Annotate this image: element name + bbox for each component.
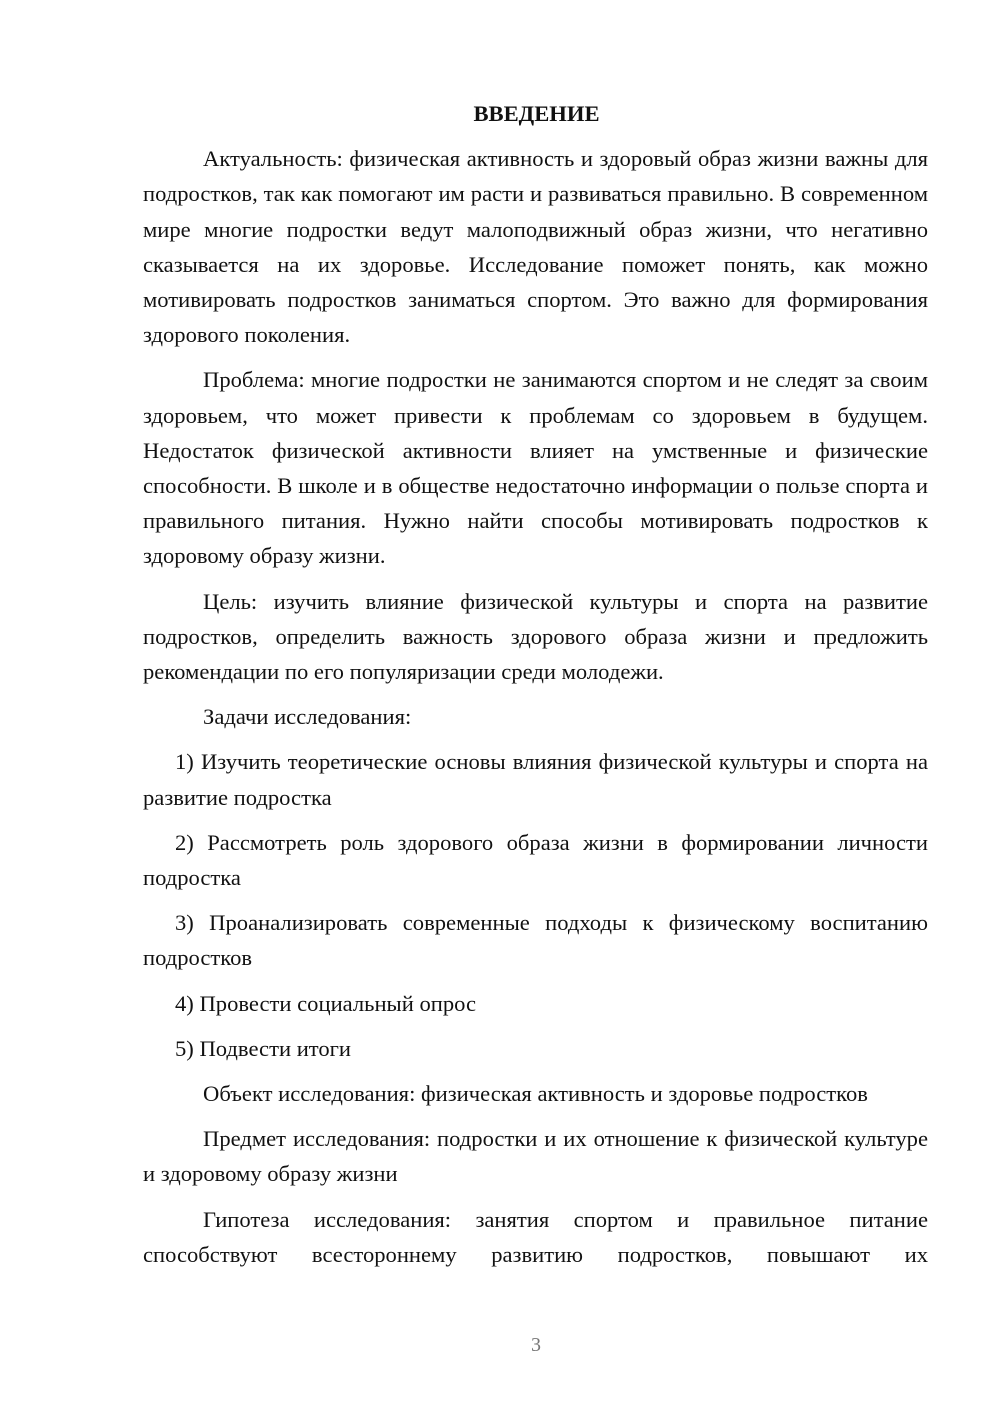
relevance-paragraph: Актуальность: физическая активность и здоровый образ жизни важны для подростков, так как помогают им расти и развиваться правильно. В современном мире многие подростки ведут малоподвижный образ жизни, что негативно сказывается на их здоровье. Исследование поможет понять, как можно мотивировать подростков заниматься спортом. Это важно для формирования здорового поколения. bbox=[143, 146, 928, 348]
object-paragraph: Объект исследования: физическая активность и здоровье подростков bbox=[203, 1081, 868, 1107]
page-number: 3 bbox=[531, 1334, 541, 1356]
hypothesis-paragraph: Гипотеза исследования: занятия спортом и правильное питание способствуют всестороннему развитию подростков, повышают их bbox=[143, 1206, 928, 1267]
section-heading: ВВЕДЕНИЕ bbox=[473, 101, 600, 126]
tasks-intro: Задачи исследования: bbox=[203, 704, 412, 730]
task-item: 2) Рассмотреть роль здорового образа жизни в формировании личности подростка bbox=[143, 829, 928, 891]
task-item: 4) Провести социальный опрос bbox=[175, 990, 477, 1016]
problem-paragraph: Проблема: многие подростки не занимаются спортом и не следят за своим здоровьем, что может привести к проблемам со здоровьем в будущем. Недостаток физической активности влияет на умственные и физические способности. В школе и в обществе недостаточно информации о пользе спорта и правильного питания. Нужно найти способы мотивировать подростков к здоровому образу жизни. bbox=[143, 367, 928, 569]
goal-paragraph: Цель: изучить влияние физической культуры и спорта на развитие подростков, определить важность здорового образа жизни и предложить рекомендации по его популяризации среди молодежи. bbox=[143, 588, 928, 685]
task-item: 1) Изучить теоретические основы влияния физической культуры и спорта на развитие подростка bbox=[143, 749, 928, 810]
task-item: 3) Проанализировать современные подходы к физическому воспитанию подростков bbox=[143, 910, 928, 971]
subject-paragraph: Предмет исследования: подростки и их отношение к физической культуре и здоровому образу жизни bbox=[143, 1126, 928, 1187]
task-item: 5) Подвести итоги bbox=[175, 1035, 352, 1061]
page-content bbox=[143, 96, 928, 1272]
